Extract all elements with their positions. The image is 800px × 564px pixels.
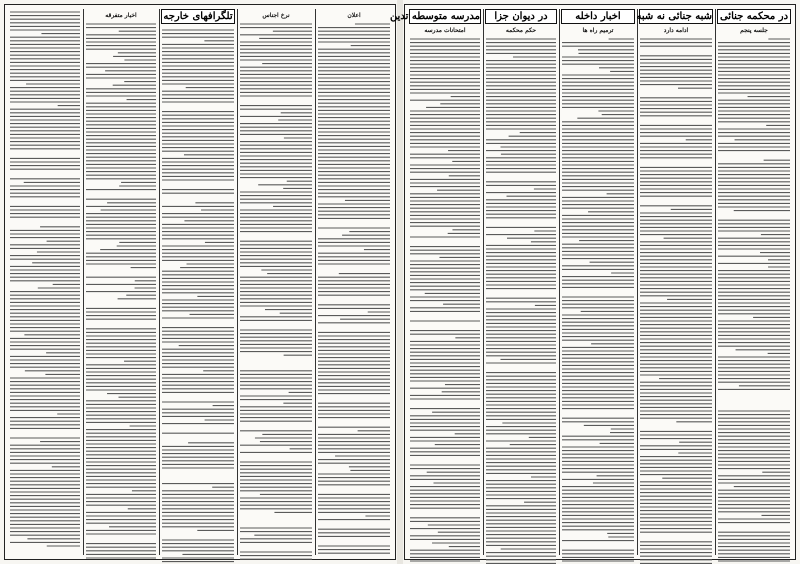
left-col-4 — [85, 9, 157, 555]
section-heading: جلسه پنجم — [740, 27, 768, 34]
left-col-1 — [317, 9, 391, 555]
text-block — [317, 21, 391, 541]
left-col-5 — [9, 9, 81, 555]
text-block — [561, 36, 635, 556]
section-heading: ترمیم راه ها — [582, 27, 614, 34]
section-heading: امتحانات مدرسه — [424, 27, 466, 34]
section-heading: اعلان — [347, 12, 361, 19]
right-page — [389, 4, 796, 560]
section-heading: ادامه دارد — [663, 27, 689, 34]
column-masthead: در محکمه جنائی — [717, 9, 791, 24]
section-heading: اخبار متفرقه — [105, 12, 137, 19]
text-block — [717, 36, 791, 556]
text-block — [239, 21, 313, 541]
left-page — [4, 4, 396, 560]
right-col-2 — [636, 9, 713, 555]
section-heading: نرخ اجناس — [262, 12, 290, 19]
column-masthead: تلگرافهای خارجه — [161, 9, 235, 24]
text-block — [409, 36, 481, 556]
left-col-2 — [239, 9, 313, 555]
right-col-5 — [389, 9, 481, 555]
right-col-1 — [717, 9, 791, 555]
text-block — [485, 36, 557, 556]
text-block — [9, 9, 81, 529]
right-col-3 — [561, 9, 635, 555]
text-block — [639, 36, 713, 556]
page-gutter — [397, 0, 403, 564]
column-masthead: مدرسه متوسطه تدین — [389, 11, 480, 22]
text-block — [161, 27, 235, 547]
section-heading: حکم محکمه — [505, 27, 537, 34]
column-masthead: اخبار داخله — [561, 9, 635, 24]
left-col-3 — [161, 9, 235, 555]
column-masthead: در دیوان جزا — [485, 9, 557, 24]
column-masthead: شبه جنائی نه شبه — [636, 11, 712, 22]
right-col-4 — [485, 9, 557, 555]
text-block — [85, 21, 157, 541]
